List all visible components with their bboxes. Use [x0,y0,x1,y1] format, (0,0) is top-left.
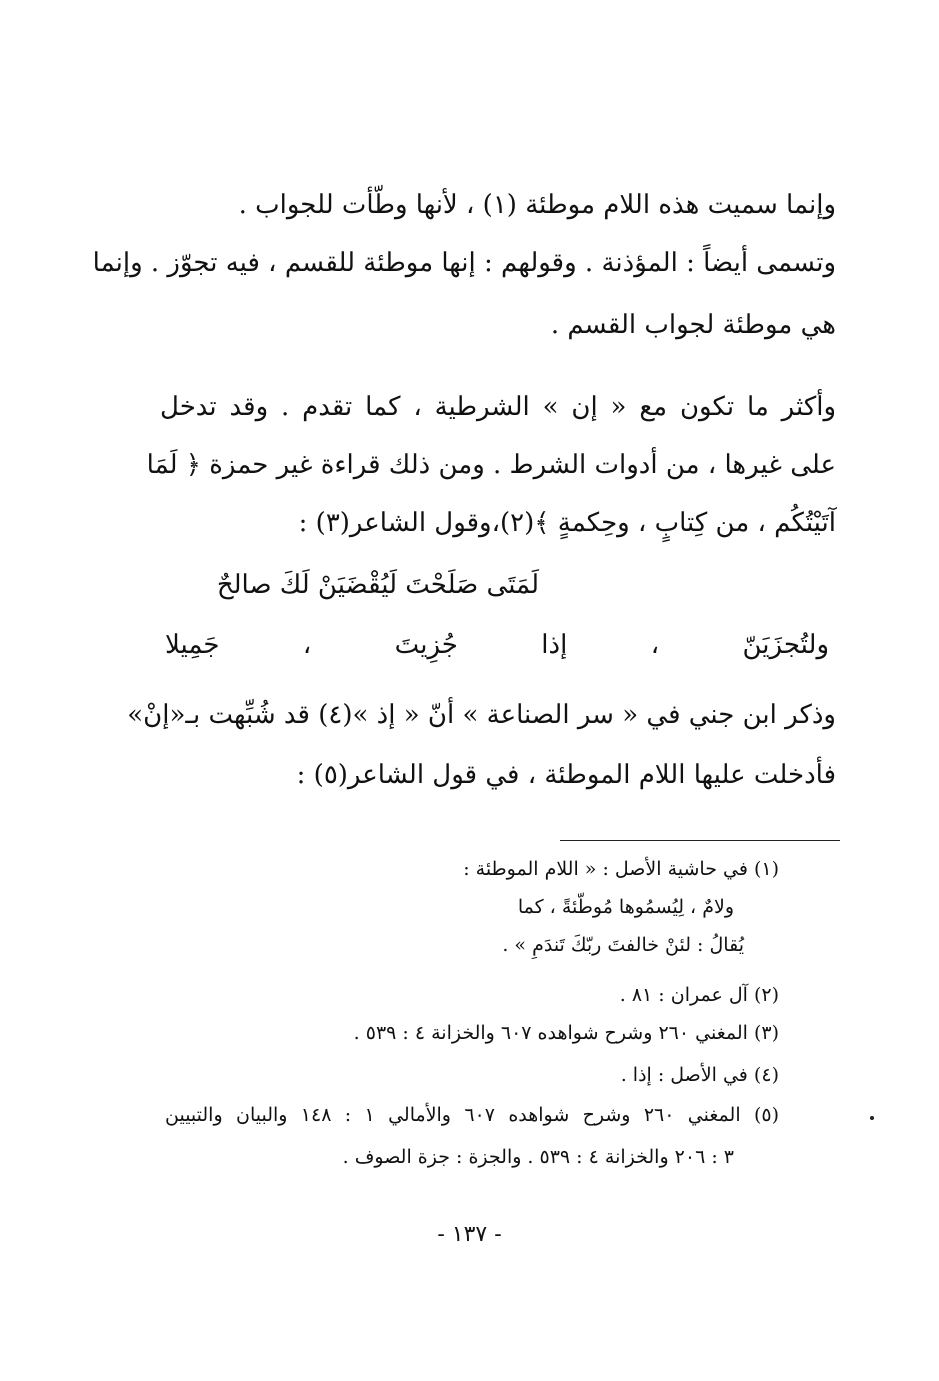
footnote-line: (١) في حاشية الأصل : « اللام الموطئة : [463,858,779,880]
footnote-line: ٣ : ٢٠٦ والخزانة ٤ : ٥٣٩ . والجزة : جزة الصوف . [342,1146,734,1168]
text-line: وتسمى أيضاً : المؤذنة . وقولهم : إنها موطئة للقسم ، فيه تجوّز . وإنما [92,248,836,278]
verse-second-hemistich: ولتُجزَيَنّ ، إذا جُزِيتَ ، جَمِيلا [165,630,829,660]
footnote-line: (٢) آل عمران : ٨١ . [619,984,779,1006]
text-line: وأكثر ما تكون مع « إن » الشرطية ، كما تقدم . وقد تدخل [160,392,836,422]
stray-mark [870,1116,874,1120]
text-line: وإنما سميت هذه اللام موطئة (١) ، لأنها وطّأت للجواب . [238,190,836,220]
footnote-separator [560,840,840,841]
text-line: هي موطئة لجواب القسم . [550,310,836,340]
footnote-line: يُقالُ : لئنْ خالفتَ ربّكَ تَندَمِ » . [502,934,744,956]
text-line: آتَيْتُكُم ، من كِتابٍ ، وحِكمةٍ ﴾(٢)،وقول الشاعر(٣) : [298,508,836,538]
text-line: على غيرها ، من أدوات الشرط . ومن ذلك قراءة غير حمزة ﴿ لَمَا [146,450,836,480]
footnote-line: (٥) المغني ٢٦٠ وشرح شواهده ٦٠٧ والأمالي ١ : ١٤٨ والبيان والتبيين [165,1104,779,1126]
verse-first-hemistich: لَمَتَى صَلَحْتَ لَيُقْضَيَنْ لَكَ صالحٌ [216,570,539,600]
footnote-line: (٤) في الأصل : إذا . [620,1064,779,1086]
text-line: فأدخلت عليها اللام الموطئة ، في قول الشاعر(٥) : [296,760,836,790]
page-number: - ١٣٧ - [437,1222,502,1247]
footnote-line: (٣) المغني ٢٦٠ وشرح شواهده ٦٠٧ والخزانة ٤ : ٥٣٩ . [353,1022,779,1044]
footnote-line: ولامٌ ، لِيُسمُوها مُوطّئةً ، كما [517,896,734,918]
text-line: وذكر ابن جني في « سر الصناعة » أنّ « إذ »(٤) قد شُبِّهت بـ«إنْ» [127,700,836,730]
